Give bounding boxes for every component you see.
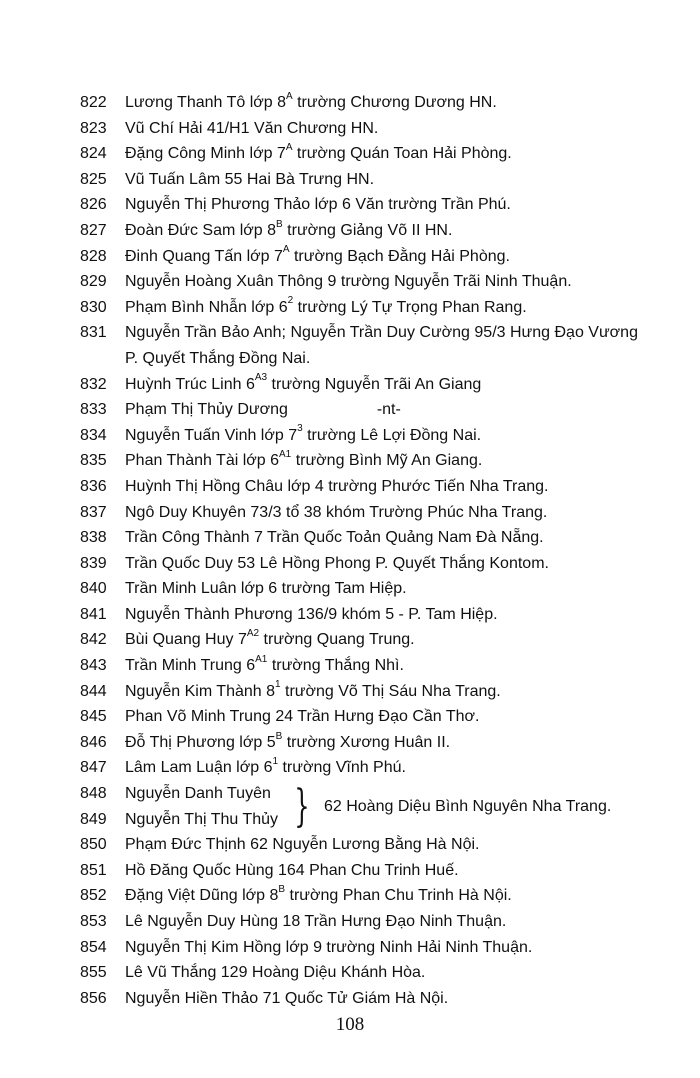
entry-text-part: Phạm Thị Thủy Dương -nt- — [125, 401, 401, 419]
entry-836 — [80, 474, 680, 500]
grouping-brace: } — [294, 780, 310, 832]
entry-text — [125, 883, 512, 909]
entry-number: 824 — [80, 145, 107, 163]
entry-number: 832 — [80, 375, 107, 393]
entry-number: 837 — [80, 503, 107, 521]
entry-828 — [80, 244, 680, 270]
entry-number: 842 — [80, 631, 107, 649]
entry-text-part: Nguyễn Hiền Thảo 71 Quốc Tử Giám Hà Nội. — [125, 989, 449, 1007]
entry-text — [125, 858, 459, 884]
entry-number: 833 — [80, 401, 107, 419]
entry-number: 823 — [80, 119, 107, 137]
entry-text-part: trường Phan Chu Trinh Hà Nội. — [285, 887, 512, 905]
entry-number: 840 — [80, 580, 107, 598]
entry-850 — [80, 832, 680, 858]
entry-text-part: trường Bình Mỹ An Giang. — [291, 452, 483, 470]
entry-number: 856 — [80, 989, 107, 1007]
entry-text-part: Đặng Việt Dũng lớp 8 — [125, 887, 279, 905]
entry-853 — [80, 909, 680, 935]
entry-text-part: Trần Minh Luân lớp 6 trường Tam Hiệp. — [125, 580, 407, 598]
entry-text-part: trường Quang Trung. — [259, 631, 415, 649]
class-superscript: 1 — [272, 756, 279, 768]
group-names — [80, 781, 278, 832]
entry-text-part: Phan Võ Minh Trung 24 Trần Hưng Đạo Cần Thơ. — [125, 708, 480, 726]
entry-825 — [80, 167, 680, 193]
entry-839 — [80, 551, 680, 577]
entry-number: 827 — [80, 221, 107, 239]
entry-text — [125, 295, 527, 321]
entry-number: 825 — [80, 170, 107, 188]
entry-852 — [80, 883, 680, 909]
entry-831 — [80, 320, 680, 371]
class-superscript: A — [285, 141, 293, 153]
entry-823 — [80, 116, 680, 142]
entry-text — [125, 218, 452, 244]
class-superscript: 2 — [287, 295, 294, 307]
entry-text — [125, 90, 497, 116]
entry-text-part: trường Thắng Nhì. — [267, 657, 404, 675]
entry-group-848-849 — [80, 781, 680, 832]
class-superscript: A1 — [255, 653, 268, 665]
entry-849 — [80, 807, 278, 833]
entry-number: 822 — [80, 94, 107, 111]
entry-text — [125, 602, 498, 628]
entry-text-part: Nguyễn Trần Bảo Anh; Nguyễn Trần Duy Cường 95/3 Hưng Đạo Vương P. Quyết Thắng Đồng Nai. — [125, 324, 638, 367]
entry-text — [125, 192, 511, 218]
class-superscript: 3 — [297, 423, 303, 435]
entry-826 — [80, 192, 680, 218]
entry-text-part: trường Quán Toan Hải Phòng. — [292, 145, 512, 163]
entry-number: 853 — [80, 913, 107, 930]
entry-number: 844 — [80, 682, 107, 700]
entry-text — [125, 551, 549, 577]
entry-837 — [80, 500, 680, 526]
entry-text — [125, 500, 547, 526]
entry-number: 836 — [80, 477, 107, 495]
entry-text: Nguyễn Thị Thu Thủy — [125, 810, 278, 828]
entry-text-part: Nguyễn Thị Phương Thảo lớp 6 Văn trường Trần Phú. — [125, 196, 511, 214]
entry-841 — [80, 602, 680, 628]
entry-text-part: Đoàn Đức Sam lớp 8 — [125, 221, 277, 239]
entry-text-part: trường Bạch Đằng Hải Phòng. — [289, 247, 510, 265]
entry-text — [125, 653, 404, 679]
entry-text — [125, 474, 548, 500]
entry-number: 835 — [80, 452, 107, 470]
entry-text-part: trường Võ Thị Sáu Nha Trang. — [280, 682, 501, 700]
entry-text-part: Vũ Chí Hải 41/H1 Văn Chương HN. — [125, 119, 379, 137]
entry-text-part: Lê Vũ Thắng 129 Hoàng Diệu Khánh Hòa. — [125, 964, 426, 982]
entry-text-part: Phạm Đức Thịnh 62 Nguyễn Lương Bằng Hà Nội. — [125, 836, 480, 854]
entry-829 — [80, 269, 680, 295]
entry-text — [125, 167, 374, 193]
entry-840 — [80, 576, 680, 602]
entry-text-part: Lương Thanh Tô lớp 8 — [125, 94, 286, 111]
entry-846 — [80, 730, 680, 756]
entry-845 — [80, 704, 680, 730]
entry-text-part: Phan Thành Tài lớp 6 — [125, 452, 280, 470]
entry-number: 849 — [80, 810, 107, 828]
entry-827 — [80, 218, 680, 244]
entry-number: 850 — [80, 836, 107, 854]
entry-text — [125, 627, 415, 653]
entry-832 — [80, 372, 680, 398]
entry-830 — [80, 295, 680, 321]
entry-text-part: Phạm Bình Nhẫn lớp 6 — [125, 298, 288, 316]
entry-text — [125, 576, 407, 602]
class-superscript: A — [285, 90, 293, 102]
entry-number: 852 — [80, 887, 107, 905]
entry-824 — [80, 141, 680, 167]
entry-text — [125, 935, 532, 961]
entry-text-part: Lâm Lam Luận lớp 6 — [125, 759, 273, 777]
entry-text — [125, 269, 572, 295]
class-superscript: A — [282, 244, 290, 256]
class-superscript: B — [278, 884, 286, 896]
entry-number: 851 — [80, 861, 107, 879]
name-list — [80, 90, 680, 1011]
entry-text — [125, 116, 378, 142]
entry-856 — [80, 986, 680, 1012]
entry-number: 846 — [80, 733, 107, 751]
entry-text-part: Ngô Duy Khuyên 73/3 tổ 38 khóm Trường Phúc Nha Trang. — [125, 503, 548, 521]
class-superscript: A1 — [279, 448, 292, 460]
entry-text-part: Nguyễn Tuấn Vinh lớp 7 — [125, 426, 298, 444]
entry-835 — [80, 448, 680, 474]
entry-number: 828 — [80, 247, 107, 265]
entry-855 — [80, 960, 680, 986]
entry-text-part: Bùi Quang Huy 7 — [125, 631, 247, 649]
entry-833 — [80, 397, 680, 423]
entry-number: 845 — [80, 708, 107, 726]
entry-number: 830 — [80, 298, 107, 316]
entry-number: 838 — [80, 529, 107, 547]
entry-text-part: Nguyễn Thành Phương 136/9 khóm 5 - P. Tam Hiệp. — [125, 605, 498, 623]
entry-848 — [80, 781, 278, 807]
entry-text — [125, 397, 401, 423]
entry-text — [125, 372, 481, 398]
class-superscript: A3 — [254, 372, 268, 384]
entry-text-part: Huỳnh Trúc Linh 6 — [125, 375, 255, 393]
entry-text-part: trường Xương Huân II. — [282, 733, 451, 751]
entry-text-part: trường Chương Dương HN. — [292, 94, 497, 111]
entry-text-part: Vũ Tuấn Lâm 55 Hai Bà Trưng HN. — [125, 170, 375, 188]
class-superscript: A2 — [246, 628, 260, 640]
entry-text — [125, 730, 450, 756]
entry-847 — [80, 755, 680, 781]
entry-text — [125, 423, 481, 449]
entry-text-part: Huỳnh Thị Hồng Châu lớp 4 trường Phước Tiến Nha Trang. — [125, 477, 549, 495]
entry-number: 854 — [80, 938, 107, 956]
class-superscript: B — [276, 218, 283, 230]
entry-number: 855 — [80, 964, 107, 982]
entry-number: 829 — [80, 273, 107, 291]
entry-text-part: trường Lý Tự Trọng Phan Rang. — [293, 298, 527, 316]
entry-text-part: Hồ Đăng Quốc Hùng 164 Phan Chu Trinh Huế. — [125, 861, 459, 879]
entry-text-part: Đỗ Thị Phương lớp 5 — [125, 733, 276, 751]
entry-text-part: trường Lê Lợi Đồng Nai. — [302, 426, 482, 444]
class-superscript: 1 — [275, 679, 281, 691]
entry-text-part: Nguyễn Hoàng Xuân Thông 9 trường Nguyễn Trãi Ninh Thuận. — [125, 273, 572, 291]
entry-number: 841 — [80, 605, 107, 623]
entry-text-part: trường Vĩnh Phú. — [278, 759, 406, 777]
entry-number: 826 — [80, 196, 107, 214]
entry-text — [125, 755, 406, 781]
entry-text-part: trường Giảng Võ II HN. — [282, 221, 453, 239]
shared-address: 62 Hoàng Diệu Bình Nguyên Nha Trang. — [323, 797, 612, 815]
entry-text — [125, 704, 479, 730]
entry-text-part: Nguyễn Kim Thành 8 — [125, 682, 276, 700]
entry-851 — [80, 858, 680, 884]
class-superscript: B — [275, 730, 283, 742]
entry-842 — [80, 627, 680, 653]
entry-844 — [80, 679, 680, 705]
entry-text-part: Lê Nguyễn Duy Hùng 18 Trần Hưng Đạo Ninh Thuận. — [125, 913, 507, 930]
entry-text-part: Đinh Quang Tấn lớp 7 — [125, 247, 283, 265]
entry-number: 843 — [80, 657, 107, 675]
entry-text — [125, 679, 501, 705]
entry-text-part: Nguyễn Thị Kim Hồng lớp 9 trường Ninh Hải Ninh Thuận. — [125, 938, 533, 956]
entry-number: 834 — [80, 426, 107, 444]
entry-text-part: trường Nguyễn Trãi An Giang — [267, 375, 482, 393]
entry-text-part: Đặng Công Minh lớp 7 — [125, 145, 286, 163]
entry-822 — [80, 90, 680, 116]
entry-text — [125, 448, 482, 474]
entry-text-part: Trần Công Thành 7 Trần Quốc Toản Quảng Nam Đà Nẵng. — [125, 529, 544, 547]
page-number: 108 — [335, 1014, 365, 1035]
entry-number: 847 — [80, 759, 107, 777]
entry-text — [125, 525, 544, 551]
entry-838 — [80, 525, 680, 551]
entry-text: Nguyễn Danh Tuyên — [125, 785, 271, 803]
entry-text — [125, 960, 425, 986]
entry-843 — [80, 653, 680, 679]
entry-number: 831 — [80, 324, 107, 342]
entry-text — [125, 832, 479, 858]
entry-text — [125, 320, 655, 371]
entry-text-part: Trần Quốc Duy 53 Lê Hồng Phong P. Quyết Thắng Kontom. — [125, 554, 549, 572]
entry-text — [125, 141, 512, 167]
entry-text-part: Trần Minh Trung 6 — [125, 657, 256, 675]
entry-text — [125, 986, 448, 1012]
entry-number: 848 — [80, 785, 107, 803]
entry-854 — [80, 935, 680, 961]
entry-text — [125, 244, 510, 270]
entry-text — [125, 909, 506, 935]
entry-number: 839 — [80, 554, 107, 572]
entry-834 — [80, 423, 680, 449]
